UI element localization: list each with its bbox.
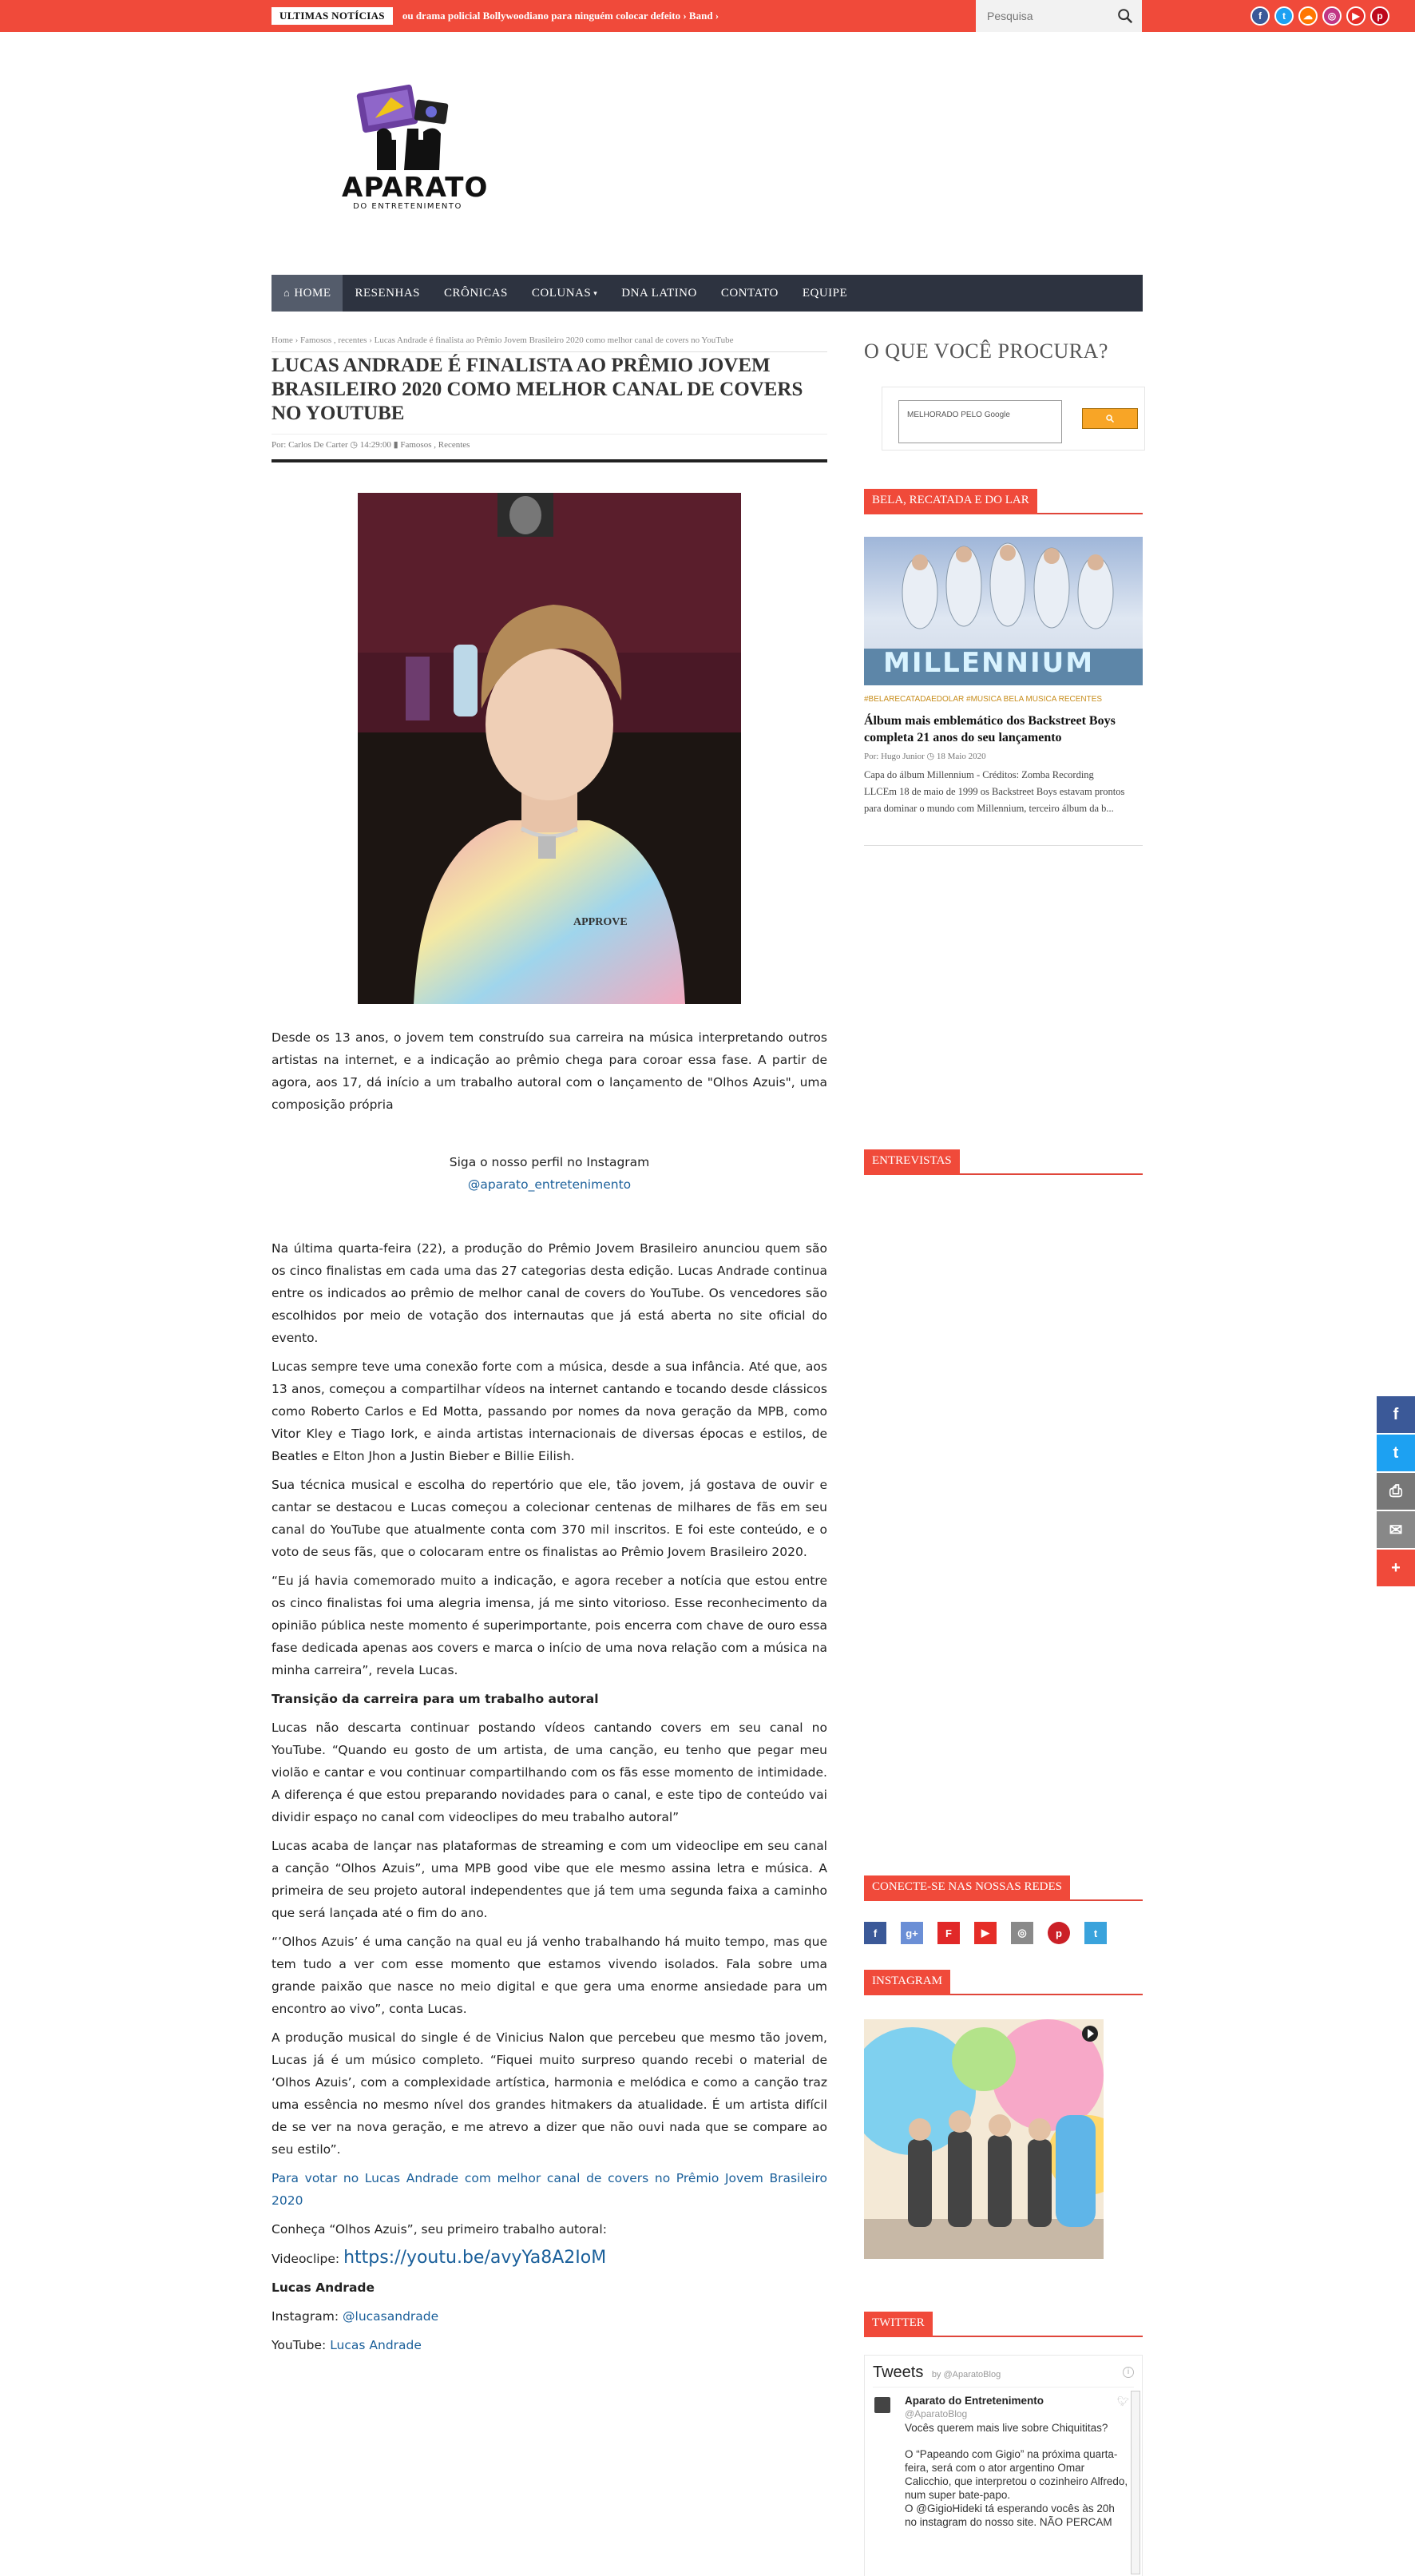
nav-colunas-label: COLUNAS xyxy=(531,286,592,300)
social-network-icons xyxy=(864,1922,1107,1944)
instagram-image-art xyxy=(864,2019,1104,2259)
nav-contato[interactable]: CONTATO xyxy=(720,286,779,300)
artist-name: Lucas Andrade xyxy=(272,2280,375,2295)
nav-dna-latino[interactable]: DNA LATINO xyxy=(621,286,697,300)
paragraph: “Eu já havia comemorado muito a indicação, e agora receber a notícia que estou entre os cinco finalistas foi uma alegria imensa, já me sinto vitorioso. Esse reconhecimento da opinião pública neste momento é superimportante, pois encerra com chave de ouro essa fase dedicada apenas aos covers e marca o início de uma nova relação com a música na minha carreira”, revela Lucas. xyxy=(272,1574,827,1677)
widget-header-bela xyxy=(864,489,1143,514)
title-divider xyxy=(272,459,827,462)
nav-colunas[interactable] xyxy=(520,275,609,312)
paragraph: “’Olhos Azuis’ é uma canção na qual eu já venho trabalhando há muito tempo, mas que tem tudo a ver com esse momento que estamos vivendo isolados. Fala sobre uma grande paixão que nasce no meio digital e que gera uma enorme ansiedade para um encontro ao vivo”, conta Lucas. xyxy=(272,1935,827,2016)
avatar[interactable] xyxy=(874,2397,890,2413)
news-ticker xyxy=(272,5,966,27)
nav-home[interactable] xyxy=(272,275,343,312)
facebook-share-icon[interactable]: f xyxy=(1377,1396,1415,1433)
nav-cronicas[interactable]: CRÔNICAS xyxy=(444,286,508,300)
instagram-label: Instagram: xyxy=(272,2309,343,2324)
paragraph: Sua técnica musical e escolha do repertório que ele, tão jovem, já gostava de ouvir e cantar se destacou e Lucas começou a colecionar centenas de milhares de fãs em seu canal do YouTube que atualmente conta com 370 mil inscritos. E foi este conteúdo, e o voto de seus fãs, que o colocaram entre os finalistas ao Prêmio Jovem Brasileiro 2020. xyxy=(272,1478,827,1559)
nav-home-label: HOME xyxy=(294,286,331,300)
twitter-header xyxy=(873,2364,1134,2387)
instagram-follow-text: Siga o nosso perfil no Instagram xyxy=(449,1155,650,1169)
widget-title: ENTREVISTAS xyxy=(864,1149,960,1175)
youtube-line xyxy=(272,2334,827,2356)
section-subheading-text: Transição da carreira para um trabalho autoral xyxy=(272,1692,599,1706)
breadcrumb[interactable]: Home › Famosos , recentes › Lucas Andrade é finalista ao Prêmio Jovem Brasileiro 2020 como melhor canal de covers no YouTube xyxy=(272,335,734,345)
google-plus-icon[interactable]: g+ xyxy=(901,1922,923,1944)
instagram-icon[interactable]: ◎ xyxy=(1011,1922,1033,1944)
paragraph: Na última quarta-feira (22), a produção do Prêmio Jovem Brasileiro anunciou quem são os cinco finalistas em cada uma das 27 categorias desta edição. Lucas Andrade continua entre os indicados ao prêmio de melhor canal de covers do YouTube. Os vencedores são escolhidos por meio de votação dos internautas que já está aberta no site oficial do evento. xyxy=(272,1241,827,1345)
tweet-line: Vocês querem mais live sobre Chiquititas? xyxy=(905,2422,1108,2434)
paragraph: Lucas acaba de lançar nas plataformas de streaming e com um videoclipe em seu canal a canção “Olhos Azuis”, uma MPB good vibe que ele mesmo assina letra e música. A primeira de seu projeto autoral independentes que já tem uma segunda faixa a caminho que será lançada até o fim do ano. xyxy=(272,1839,827,1920)
floating-share-bar xyxy=(1377,1396,1415,1588)
sidebar xyxy=(864,0,1143,2576)
email-icon[interactable]: ✉ xyxy=(1377,1511,1415,1548)
tweet[interactable] xyxy=(873,2394,1129,2529)
facebook-icon[interactable]: f xyxy=(1251,6,1270,26)
instagram-line xyxy=(272,2305,827,2328)
google-search-input[interactable] xyxy=(898,400,1062,443)
flipboard-icon[interactable]: F xyxy=(937,1922,960,1944)
widget-header-entrevistas xyxy=(864,1149,1143,1175)
paragraph: Lucas sempre teve uma conexão forte com a música, desde a sua infância. Até que, aos 13 anos, começou a compartilhar vídeos na internet cantando e tocando desde clássicos como Roberto Carlos e Ed Motta, passando por nomes da nova geração da MPB, como Vitor Kley e Tiago Iork, e ainda artistas internacionais de diversas épocas e estilos, de Beatles e Elton Jhon a Justin Bieber e Billie Eilish. xyxy=(272,1359,827,1463)
videoclip-line xyxy=(272,2247,827,2270)
youtube-icon[interactable]: ▶ xyxy=(974,1922,997,1944)
google-search-widget xyxy=(882,387,1145,451)
ticker-label: ULTIMAS NOTÍCIAS xyxy=(272,7,393,25)
tweet-line: O “Papeando com Gigio” na próxima quarta-feira, será com o ator argentino Omar Calicchio, que interpretou o cozinheiro Alfredo, num super bate-papo. xyxy=(905,2448,1128,2501)
google-search-button[interactable] xyxy=(1082,408,1138,429)
instagram-follow-link-wrap xyxy=(272,1173,827,1196)
widget-title: TWITTER xyxy=(864,2312,933,2337)
more-share-icon[interactable]: + xyxy=(1377,1550,1415,1586)
twitter-scrollbar[interactable] xyxy=(1131,2391,1140,2574)
youtube-label: YouTube: xyxy=(272,2338,331,2352)
twitter-header-title: Tweets xyxy=(873,2364,924,2381)
instagram-follow-link[interactable]: @aparato_entretenimento xyxy=(467,1177,632,1192)
home-icon: ⌂ xyxy=(283,287,291,299)
instagram-post-image[interactable] xyxy=(864,2019,1104,2259)
sidebar-search-title: O QUE VOCÊ PROCURA? xyxy=(864,339,1108,363)
featured-post-image[interactable] xyxy=(864,537,1143,685)
nav-resenhas[interactable]: RESENHAS xyxy=(355,286,420,300)
hero-photo-art xyxy=(358,493,741,1004)
widget-header-instagram xyxy=(864,1970,1143,1995)
top-bar xyxy=(0,0,1415,32)
facebook-icon[interactable]: f xyxy=(864,1922,886,1944)
logo-title: APARATO xyxy=(342,172,489,204)
post-meta: Por: Carlos De Carter ◷ 14:29:00 ▮ Famosos , Recentes xyxy=(272,434,827,450)
widget-title: CONECTE-SE NAS NOSSAS REDES xyxy=(864,1875,1070,1901)
search-icon xyxy=(1105,414,1115,423)
vote-link-wrap xyxy=(272,2167,827,2212)
featured-divider xyxy=(864,845,1143,846)
pinterest-icon[interactable]: p xyxy=(1048,1922,1070,1944)
pinterest-icon[interactable]: p xyxy=(1370,6,1389,26)
twitter-header-by[interactable]: by @AparatoBlog xyxy=(931,2370,1001,2380)
google-search-label: MELHORADO PELO Google xyxy=(907,411,1010,419)
top-social-icons xyxy=(1251,6,1389,26)
nav-equipe[interactable]: EQUIPE xyxy=(802,286,848,300)
vote-link[interactable]: Para votar no Lucas Andrade com melhor canal de covers no Prêmio Jovem Brasileiro 2020 xyxy=(272,2171,827,2208)
twitter-timeline xyxy=(864,2355,1143,2576)
article-column xyxy=(272,335,827,2363)
post-title: LUCAS ANDRADE É FINALISTA AO PRÊMIO JOVEM BRASILEIRO 2020 COMO MELHOR CANAL DE COVERS NO YOUTUBE xyxy=(272,351,827,426)
twitter-share-icon[interactable]: t xyxy=(1377,1435,1415,1471)
widget-header-redes xyxy=(864,1875,1143,1901)
featured-post-meta: Por: Hugo Junior ◷ 18 Maio 2020 xyxy=(864,752,986,761)
widget-header-twitter xyxy=(864,2312,1143,2337)
instagram-link[interactable]: @lucasandrade xyxy=(343,2309,439,2324)
soundcloud-icon[interactable]: ☁ xyxy=(1298,6,1318,26)
logo-subtitle: DO ENTRETENIMENTO xyxy=(353,202,462,211)
artist-name-line xyxy=(272,2276,827,2299)
tweet-author[interactable]: Aparato do Entretenimento xyxy=(905,2395,1044,2407)
widget-title: BELA, RECATADA E DO LAR xyxy=(864,489,1037,514)
section-subheading xyxy=(272,1688,827,1710)
hero-photo xyxy=(358,493,741,1004)
videoclip-link[interactable]: https://youtu.be/avyYa8A2IoM xyxy=(343,2248,607,2268)
tweet-handle[interactable]: @AparatoBlog xyxy=(905,2408,968,2419)
twitter-bird-icon: 🐦︎ xyxy=(1116,2395,1129,2407)
twitter-icon[interactable]: t xyxy=(1084,1922,1107,1944)
ticker-headline[interactable]: ou drama policial Bollywoodiano para ninguém colocar defeito › Band › xyxy=(402,10,719,22)
conheca-text: Conheça “Olhos Azuis”, seu primeiro trabalho autoral: xyxy=(272,2222,607,2237)
featured-post-title[interactable]: Álbum mais emblemático dos Backstreet Boys completa 21 anos do seu lançamento xyxy=(864,714,1116,744)
article-body xyxy=(272,1026,827,2356)
featured-image-text: MILLENNIUM xyxy=(883,647,1095,679)
hero-shirt-text: APPROVE xyxy=(573,916,628,928)
tweet-line: O @GigioHideki tá esperando vocês às 20h no instagram do nosso site. NÃO PERCAM xyxy=(905,2503,1115,2528)
youtube-icon[interactable]: ▶ xyxy=(1346,6,1365,26)
videoclip-label: Videoclipe: xyxy=(272,2252,344,2266)
paragraph: Lucas não descarta continuar postando vídeos cantando covers em seu canal no YouTube. “Quando eu gosto de um artista, de uma canção, eu tenho que pegar meu violão e cantar e vou continuar compartilhando com os fãs esse momento de intimidade. A diferença é que estou preparando novidades para o canal, e este tipo de conteúdo vai dividir espaço no canal com videoclipes do meu trabalho autoral” xyxy=(272,1721,827,1824)
tweet-content xyxy=(905,2394,1129,2529)
youtube-link[interactable]: Lucas Andrade xyxy=(330,2338,422,2352)
featured-post-tags[interactable]: #BELARECATADAEDOLAR #MÚSICA BELA MÚSICA RECENTES xyxy=(864,695,1103,704)
widget-title: INSTAGRAM xyxy=(864,1970,950,1995)
paragraph-intro: Desde os 13 anos, o jovem tem construído sua carreira na música interpretando outros artistas na internet, e a indicação ao prêmio chega para coroar essa fase. A partir de agora, aos 17, dá início a um trabalho autoral com o lançamento de "Olhos Azuis", uma composição própria xyxy=(272,1030,827,1112)
twitter-icon[interactable]: t xyxy=(1274,6,1294,26)
featured-post-excerpt: Capa do álbum Millennium - Créditos: Zomba Recording LLCEm 18 de maio de 1999 os Backstreet Boys estavam prontos para dominar o mundo com Millennium, terceiro álbum da b... xyxy=(864,769,1125,814)
paragraph: A produção musical do single é de Vinicius Nalon que percebeu que mesmo tão jovem, Lucas já é um músico completo. “Fiquei muito surpreso quando recebi o material de ‘Olhos Azuis’, com a complexidade artística, harmonia e melódica e como a canção traz uma essência no mesmo nível dos grandes hitmakers da atualidade. É um artista difícil de se ver na nova geração, e me atrevo a dizer que não ouvi nada que se compare ao seu estilo”. xyxy=(272,2030,827,2157)
instagram-icon[interactable]: ◎ xyxy=(1322,6,1342,26)
chevron-down-icon: ▾ xyxy=(593,288,598,297)
print-icon[interactable]: ⎙ xyxy=(1377,1473,1415,1510)
info-icon[interactable]: i xyxy=(1123,2367,1134,2378)
